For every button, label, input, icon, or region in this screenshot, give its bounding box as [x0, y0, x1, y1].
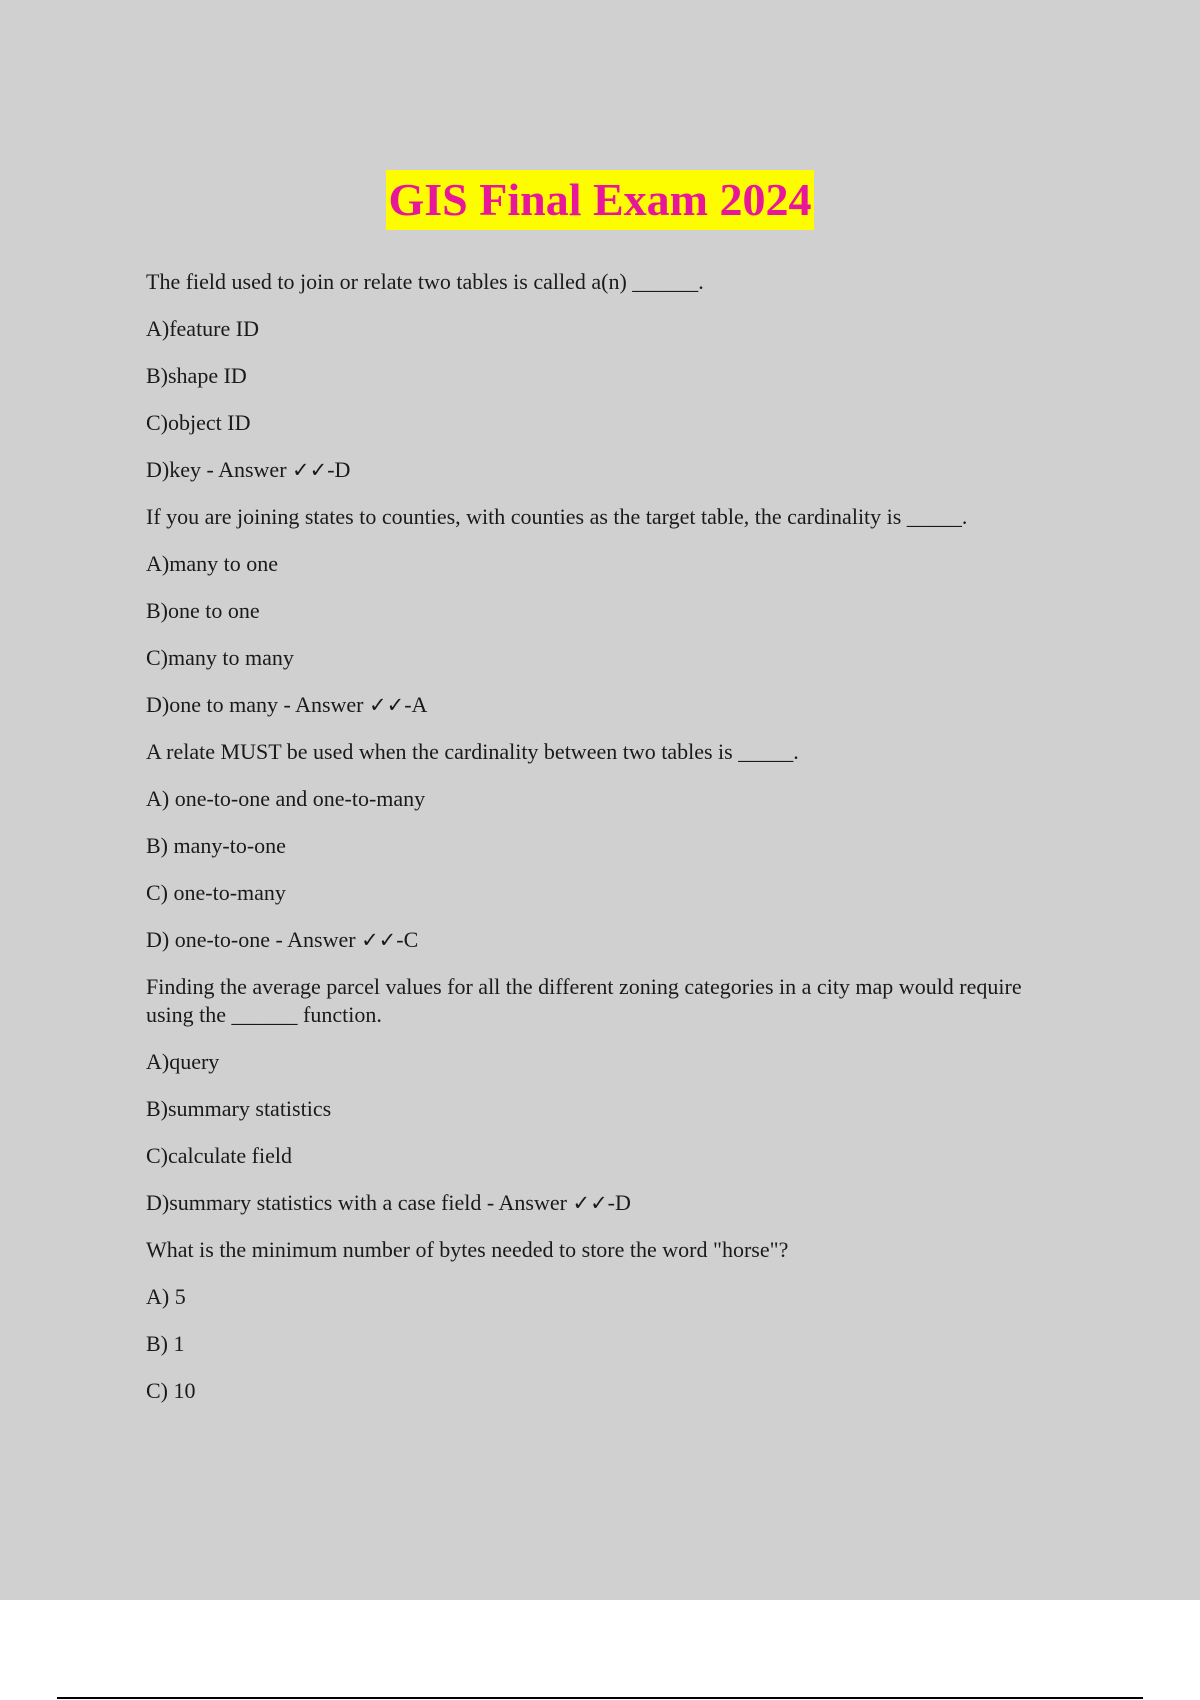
option-a: A) one-to-one and one-to-many — [146, 786, 426, 811]
answer-letter: -D — [327, 457, 351, 482]
option-d-answer — [146, 456, 1066, 484]
title-container — [0, 170, 1200, 230]
option-b: B)one to one — [146, 598, 260, 623]
option-d-answer — [146, 926, 1066, 954]
option-a: A) 5 — [146, 1284, 186, 1309]
checkmark-icon: ✓✓ — [361, 928, 397, 952]
checkmark-icon: ✓✓ — [369, 693, 405, 717]
option-c: C) 10 — [146, 1378, 196, 1403]
answer-letter: -A — [404, 692, 428, 717]
option-b: B)summary statistics — [146, 1096, 332, 1121]
option-d-text: D)one to many - Answer — [146, 692, 370, 717]
page-title: GIS Final Exam 2024 — [386, 170, 813, 230]
option-b: B)shape ID — [146, 363, 247, 388]
question-text: A relate MUST be used when the cardinality between two tables is _____. — [146, 739, 799, 764]
option-c: C)calculate field — [146, 1143, 292, 1168]
option-d-text: D)key - Answer — [146, 457, 293, 482]
option-d-answer — [146, 1189, 1066, 1217]
option-d-text: D) one-to-one - Answer — [146, 927, 362, 952]
checkmark-icon: ✓✓ — [292, 458, 328, 482]
option-a: A)query — [146, 1049, 220, 1074]
checkmark-icon: ✓✓ — [572, 1191, 608, 1215]
option-a: A)feature ID — [146, 316, 259, 341]
option-c: C)object ID — [146, 410, 251, 435]
question-text: Finding the average parcel values for all the different zoning categories in a city map would require using the ______ function. — [146, 974, 1022, 1027]
option-b: B) many-to-one — [146, 833, 286, 858]
option-a: A)many to one — [146, 551, 278, 576]
question-text: If you are joining states to counties, with counties as the target table, the cardinality is _____. — [146, 504, 968, 529]
option-c: C) one-to-many — [146, 880, 286, 905]
answer-letter: -C — [396, 927, 419, 952]
option-d-answer — [146, 691, 1066, 719]
option-b: B) 1 — [146, 1331, 185, 1356]
option-c: C)many to many — [146, 645, 294, 670]
footer-rule — [57, 1697, 1143, 1699]
question-text: The field used to join or relate two tables is called a(n) ______. — [146, 269, 704, 294]
answer-letter: -D — [607, 1190, 631, 1215]
option-d-text: D)summary statistics with a case field - Answer — [146, 1190, 573, 1215]
question-text: What is the minimum number of bytes needed to store the word "horse"? — [146, 1237, 789, 1262]
question-list — [146, 268, 1066, 1424]
